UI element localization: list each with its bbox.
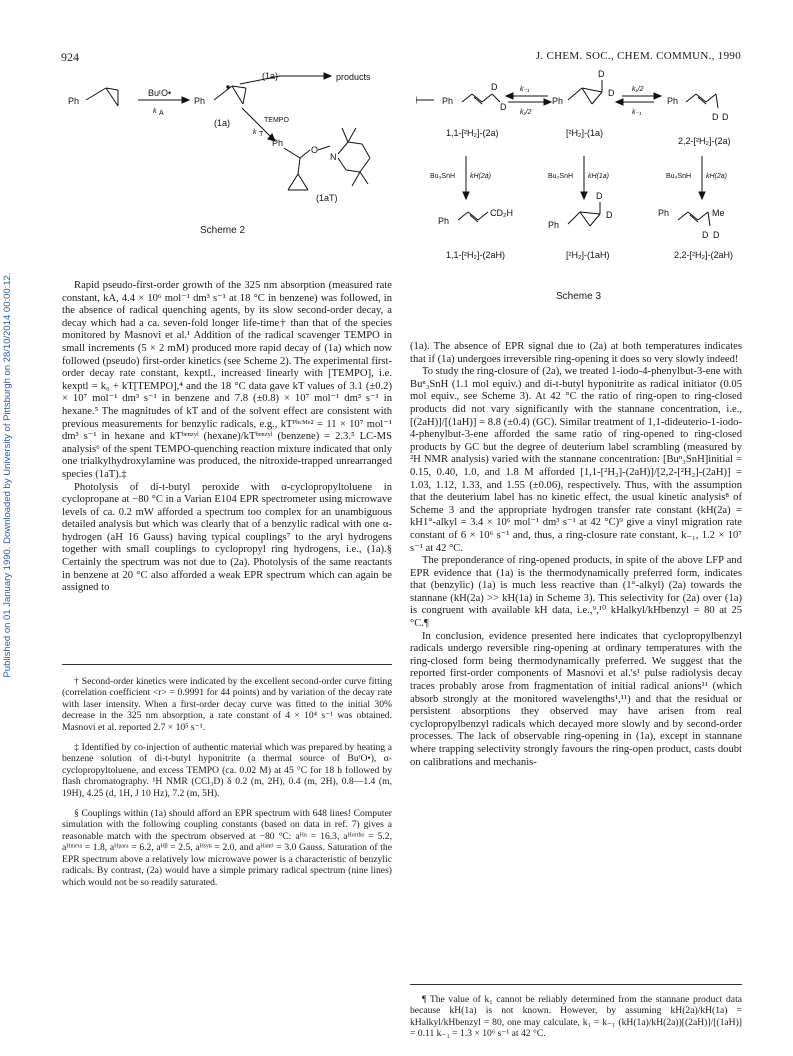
label-km1-left: k₋₁ [520,86,530,93]
scheme-2-labels [68,71,371,203]
footnote-rule-right [410,984,742,985]
footnote: † Second-order kinetics were indicated by the excellent second-order curve fitting (correlation coefficient <r> = 0.9991 for 44 points) and by variation of the decay rate with laser intensity. When a first-order decay curve was fitted to the initial 30% decrease in the 325 nm absorption, a rate constant of 4 × 10⁴ s⁻¹ was obtained. Masnovi et al. reported 2.7 × 10⁵ s⁻¹. [62,676,392,733]
scheme-2 [62,66,392,234]
label-ph-mid: Ph [552,96,564,106]
label-ph-p2: Ph [548,220,560,230]
label-k1h-right: k₁/2 [632,86,644,93]
label-d-5: D [712,112,719,122]
footnote: ‡ Identified by co-injection of authentic material which was prepared by heating a benzene solution of di-t-butyl hyponitrite (a thermal source of BuᵗO•), α-cyclopropyltoluene, and excess TEMPO (ca. 0.02 M) at 45 °C for 18 h followed by flash chromatography. ¹H NMR (CCl₃D) δ 0.2 (m, 2H), 0.4 (m, 2H), 0.8—1.4 (m, 19H), 4.25 (d, 1H, J 10 Hz), 7.2 (m, 5H). [62,742,392,799]
scheme-3-diagram [416,64,746,274]
journal-name: J. CHEM. SOC., CHEM. COMMUN., 1990 [535,50,741,62]
label-d-2: D [500,102,507,112]
label-kt-k: k [253,129,257,136]
label-d-8: D [606,210,613,220]
label-ph-1at: Ph [272,138,284,148]
label-1a-top: (1a) [262,71,279,81]
paragraph: Photolysis of di-t-butyl peroxide with α-cyclopropyltoluene in cyclopropane at −80 °C in a Varian E104 EPR spectrometer using microwave levels of ca. 0.2 mW afforded a spectrum too complex for an unambiguous detailed analysis but which was clearly that of a benzylic radical with one α-hydrogen (aH 16 Gauss) having typical couplings⁷ to the aryl hydrogens together with small couplings to cyclopropyl ring hydrogens, i.e., (1a).§ Certainly the spectrum was not due to (2a). Photolysis of the same reactants in benzene at 20 °C also afforded a weak EPR spectrum which can again be assigned to [62,481,392,594]
label-d-3: D [598,69,605,79]
label-ph: Ph [68,96,80,106]
label-1at: (1aT) [316,193,338,203]
footnote: ¶ The value of k₁ cannot be reliably determined from the stannane product data because kH(1a) is not known. However, by assuming kH(2a)/kH(1a) = kHalkyl/kHbenzyl = 80, one may calculate, k₁ = k₋₁ (kH(1a)/kH(2a))[(2aH)]/[(1aH)] = 0.11 k₋₁ = 1.3 × 10⁶ s⁻¹ at 42 °C. [410,994,742,1040]
label-kh-1: kH(2a) [470,173,492,180]
scheme-2-caption: Scheme 2 [200,225,246,236]
label-1a-mid: [²H₂]-(1a) [566,128,603,138]
label-me: Me [712,208,725,218]
download-notice[interactable]: Published on 01 January 1990. Downloaded by University of Pittsburgh on 28/10/2014 00:00:12. [2,272,13,678]
label-o: O [311,145,319,155]
label-2ah-right: 2,2-[²H₂]-(2aH) [674,250,734,260]
label-d-4: D [608,88,615,98]
page-number: 924 [61,50,79,64]
left-footnotes [62,676,392,897]
label-d-10: D [713,230,720,240]
label-ph-p1: Ph [438,216,450,226]
label-d-1: D [491,82,498,92]
label-kh-2: kH(1a) [588,173,610,180]
paragraph: Rapid pseudo-first-order growth of the 325 nm absorption (measured rate constant, kA, 4.4 × 10⁶ mol⁻¹ dm³ s⁻¹ at 18 °C in benzene) was followed, in the absence of radical quenching agents, by its slow second-order decay, a decay which had a ca. seven-fold longer life-time† than that of the species monitored by Masnovi et al.¹ Addition of the radical scavenger TEMPO in small increments (5 × 2 mM) produced more rapid decay of (1a) which now followed (pseudo) first-order kinetics (see Scheme 2). The experimental first-order decay rate constant, kexptl., increased linearly with [TEMPO], i.e. kexptl = k₀ + kT[TEMPO],⁴ and the 18 °C data gave kT values of 3.1 (±0.2) × 10⁷ mol⁻¹ dm³ s⁻¹ in benzene and 7.8 (±0.8) × 10⁷ mol⁻¹ dm³ s⁻¹ in hexane.⁵ The magnitudes of kT and of the solvent effect are consistent with previous measurements for benzylic radicals, e.g., kTᴾʰᶜᴹᵉ² = 11 × 10⁷ mol⁻¹ dm³ s⁻¹ in hexane and kTᵇᵉⁿᶻʸˡ (hexane)/kTᵇᵉⁿᶻʸˡ (benzene) = 2.3.⁵ LC-MS analysis⁶ of the spent TEMPO-quenching reaction mixture indicated that only one trialkylhydroxylamine was produced, the nitroxide-trapped unrearranged species (1aT).‡ [62,280,392,480]
label-bu3snh-2: Bu₃SnH [548,173,574,180]
label-ph-1a: Ph [194,96,206,106]
label-km1-right: k₋₁ [632,109,642,116]
label-1a: (1a) [214,118,231,128]
label-d-9: D [702,230,709,240]
paragraph: (1a). The absence of EPR signal due to (2a) at both temperatures indicates that if (1a) undergoes irreversible ring-opening it does so very slowly indeed! [410,341,742,365]
scheme-2-diagram [62,66,392,234]
label-ph-right: Ph [667,96,679,106]
label-ph-left: Ph [442,96,454,106]
label-2a-left: 1,1-[²H₂]-(2a) [446,128,499,138]
label-products: products [336,72,371,82]
scheme-3 [416,64,746,274]
right-column [410,341,742,769]
paragraph: In conclusion, evidence presented here indicates that cyclopropylbenzyl radicals undergo reversible ring-opening at ordinary temperatures with the ring-closed form being thermodynamically preferred. We suggest that the reported first-order components of Masnovi et al.'s¹ pulse radiolysis decay traces probably arose from fragmentation of initial radical anions¹¹ (which absorb strongly at the monitored wavelengths¹,¹¹) and that the residual or persistent absorptions they observed may have arisen from real cyclopropylbenzyl radicals which decayed more slowly and by second-order processes. The lack of observable ring-opening in (1a), except in stannane where trapping selectivity strongly favours the ring-open product, casts doubt on calibrations and mechanis- [410,630,742,768]
download-watermark [2,110,16,840]
label-d-6: D [722,112,729,122]
label-d-7: D [596,191,603,201]
running-header [61,50,741,64]
label-n: N [330,152,337,162]
label-1ah: [²H₂]-(1aH) [566,250,610,260]
label-k1h-left: k₁/2 [520,109,532,116]
label-kh-3: kH(2a) [706,173,728,180]
label-bu3snh-3: Bu₃SnH [666,173,692,180]
label-kt: T [259,131,264,138]
label-reagent: BuᵗO• [148,88,172,98]
footnote: § Couplings within (1a) should afford an EPR spectrum with 648 lines! Computer simulation with the following coupling constants (based on data in ref. 7) gives a reasonable match with the spectrum observed at −80 °C: aᴴᵅ = 16.3, aᴴᵒʳᵗʰᵒ = 5.2, aᴴᵐᵉᵗᵃ = 1.8, aᴴᵖᵃʳᵃ = 6.2, aᴴᵝ = 2.5, aᴴˢʸⁿ = 2.0, and aᴴᵃⁿᵗⁱ = 3.0 Gauss. Saturation of the EPR spectrum above a relatively low microwave power is a characteristic of benzylic radicals. By contrast, (2a) would have a simple primary radical spectrum (nine lines) which would not be so readily saturated. [62,808,392,888]
scheme-3-caption: Scheme 3 [556,291,602,302]
left-column [62,280,392,595]
label-ph-p3: Ph [658,208,670,218]
label-tempo: TEMPO [264,117,289,124]
label-bu3snh-1: Bu₃SnH [430,173,456,180]
label-2a-right: 2,2-[²H₂]-(2a) [678,136,731,146]
footnote-rule-left [62,664,392,665]
right-footnotes [410,994,742,1049]
paragraph: To study the ring-closure of (2a), we treated 1-iodo-4-phenylbut-3-ene with Buⁿ₃SnH (1.1 mol equiv.) and di-t-butyl hyponitrite as radical initiator (0.05 mol equiv., see Scheme 3). At 42 °C the ratio of ring-open to ring-closed products did not vary significantly with the stannane concentration, i.e., [(2aH)]/[(1aH)] = 8.8 (±0.4) (GC). Similar treatment of 1,1-dideuterio-1-iodo-4-phenylbut-3-ene afforded the same ratio of ring-opened to ring-closed products by GC but the degree of deuterium label scrambling (measured by ²H NMR analysis) varied with the stannane concentration: [Buⁿ₃SnH]initial = 0.15, 0.40, 1.0, and 1.8 M afforded [1,1-[²H₂]-(2aH)]/[2,2-[²H₂]-(2aH)] = 1.03, 1.12, 1.33, and 1.55 (±0.06), respectively. Thus, with the assumption that the deuterium label has no kinetic effect, the usual kinetic analysis⁸ of Scheme 3 and the appropriate hydrogen transfer rate constant (kH(2a) = kH1°-alkyl = 3.4 × 10⁶ mol⁻¹ dm³ s⁻¹ at 42 °C)⁹ give a vinyl migration rate constant of 6 × 10⁶ s⁻¹ and, thus, a ring-closure rate constant, k₋₁, 1.2 × 10⁷ s⁻¹ at 42 °C. [410,366,742,554]
label-ka: A [159,110,164,117]
label-2ah-left: 1,1-[²H₂]-(2aH) [446,250,506,260]
label-cd2h: CD₂H [490,208,513,218]
paragraph: The preponderance of ring-opened products, in spite of the above LFP and EPR evidence that (1a) is the thermodynamically preferred form, indicates that (benzylic) (1a) is much less reactive than (1°-alkyl) (2a) towards the stannane (kH(2a) >> kH(1a) in Scheme 3). This selectivity for (2a) over (1a) is congruent with available kH data, i.e.,⁹,¹⁰ kHalkyl/kHbenzyl = 80 at 25 °C.¶ [410,555,742,630]
label-k: k [153,108,157,115]
